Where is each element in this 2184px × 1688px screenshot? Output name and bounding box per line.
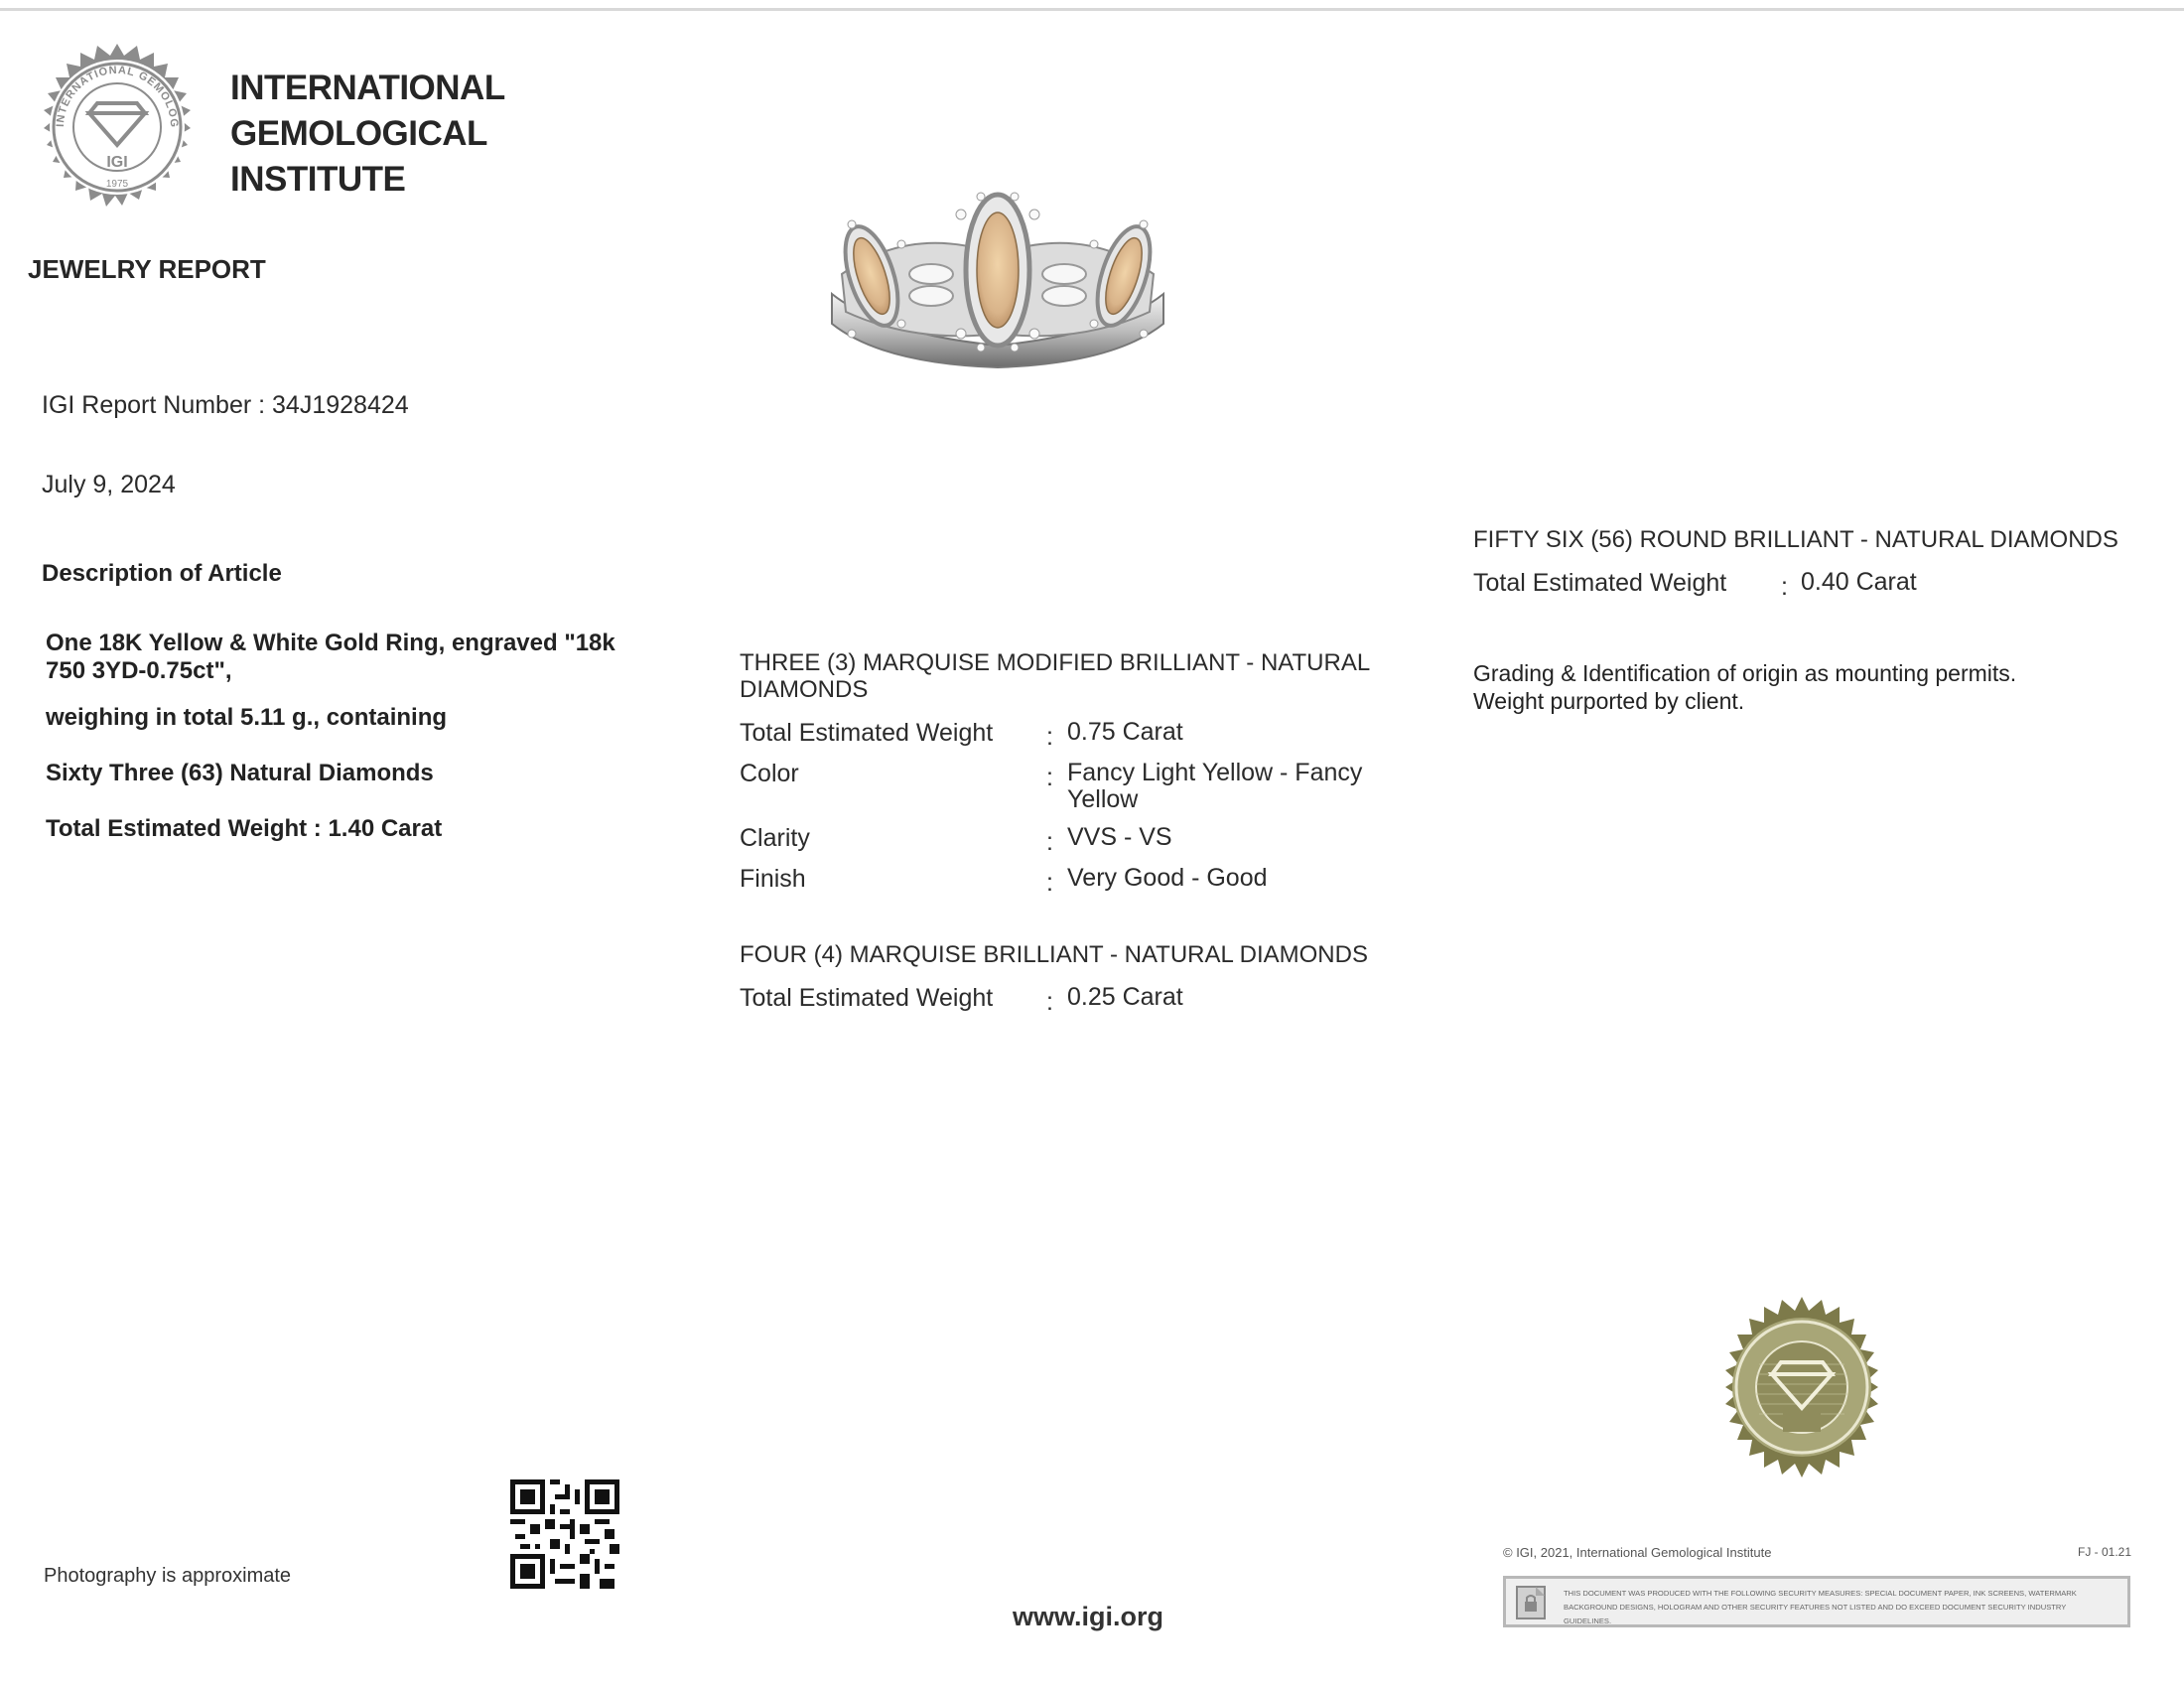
seal-year: 1975	[105, 179, 129, 190]
top-rule	[0, 8, 2184, 11]
website-link[interactable]: www.igi.org	[1013, 1602, 1163, 1631]
row-label: Clarity	[740, 824, 810, 852]
description-line-3: Sixty Three (63) Natural Diamonds	[46, 760, 434, 786]
ring-photo	[822, 185, 1173, 369]
seal-ring-text: INTERNATIONAL GEMOLOG	[54, 64, 181, 129]
description-line-2: weighing in total 5.11 g., containing	[46, 704, 448, 731]
row-label: Total Estimated Weight	[1473, 569, 1727, 597]
org-line-1: INTERNATIONAL	[230, 69, 505, 107]
form-code: FJ - 01.21	[2078, 1545, 2132, 1559]
igi-seal-logo	[28, 42, 206, 220]
org-line-3: INSTITUTE	[230, 160, 406, 199]
row-value: 0.40 Carat	[1801, 568, 1917, 596]
marquise-stones-heading: FOUR (4) MARQUISE BRILLIANT - NATURAL DIAMONDS	[740, 941, 1368, 968]
seal-monogram: IGI	[106, 154, 128, 171]
main-stones-heading	[740, 649, 1370, 703]
row-separator: :	[1046, 764, 1053, 791]
description-line-1a: One 18K Yellow & White Gold Ring, engraved "18k	[46, 630, 615, 656]
main-stones-heading-line-2: DIAMONDS	[740, 676, 869, 703]
row-separator: :	[1046, 869, 1053, 897]
document-lock-icon	[1514, 1585, 1550, 1620]
description-line-1b: 750 3YD-0.75ct",	[46, 657, 232, 684]
row-value: 0.75 Carat	[1067, 718, 1183, 746]
hologram-seal	[1709, 1295, 1894, 1479]
row-value: Fancy Light Yellow - Fancy Yellow	[1067, 759, 1363, 813]
security-notice-box	[1503, 1576, 2130, 1627]
row-value: 0.25 Carat	[1067, 983, 1183, 1011]
qr-code[interactable]	[510, 1479, 619, 1589]
comment-line-2: Weight purported by client.	[1473, 688, 1745, 714]
row-separator: :	[1781, 573, 1788, 601]
row-separator: :	[1046, 828, 1053, 856]
row-label: Color	[740, 760, 799, 787]
row-label: Total Estimated Weight	[740, 719, 994, 747]
row-value: VVS - VS	[1067, 823, 1172, 851]
comment-line-1: Grading & Identification of origin as mounting permits.	[1473, 660, 2017, 686]
copyright-notice: © IGI, 2021, International Gemological Institute	[1503, 1545, 1772, 1560]
photography-note: Photography is approximate	[44, 1565, 292, 1587]
main-stones-heading-line-1: THREE (3) MARQUISE MODIFIED BRILLIANT - NATURAL	[740, 649, 1371, 676]
comments	[1473, 659, 2016, 715]
row-separator: :	[1046, 988, 1053, 1016]
report-number: IGI Report Number : 34J1928424	[42, 391, 409, 419]
report-date: July 9, 2024	[42, 471, 176, 498]
org-line-2: GEMOLOGICAL	[230, 114, 487, 153]
description-heading: Description of Article	[42, 560, 282, 587]
report-type-title: JEWELRY REPORT	[28, 254, 266, 284]
round-stones-heading: FIFTY SIX (56) ROUND BRILLIANT - NATURAL DIAMONDS	[1473, 526, 2118, 553]
organization-name	[230, 66, 505, 203]
row-label: Finish	[740, 865, 806, 893]
row-value: Very Good - Good	[1067, 864, 1268, 892]
row-separator: :	[1046, 723, 1053, 751]
security-notice-text: THIS DOCUMENT WAS PRODUCED WITH THE FOLLOWING SECURITY MEASURES: SPECIAL DOCUMENT PAPER, INK SCREENS, WATERMARK BACKGROUND DESIGNS, HOLOGRAM AND OTHER SECURITY FEATURES NOT LISTED AND DO EXCEED DOCUMENT SECURITY INDUSTRY GUIDELINES.	[1564, 1589, 2077, 1625]
description-line-4: Total Estimated Weight : 1.40 Carat	[46, 815, 443, 842]
row-label: Total Estimated Weight	[740, 984, 994, 1012]
